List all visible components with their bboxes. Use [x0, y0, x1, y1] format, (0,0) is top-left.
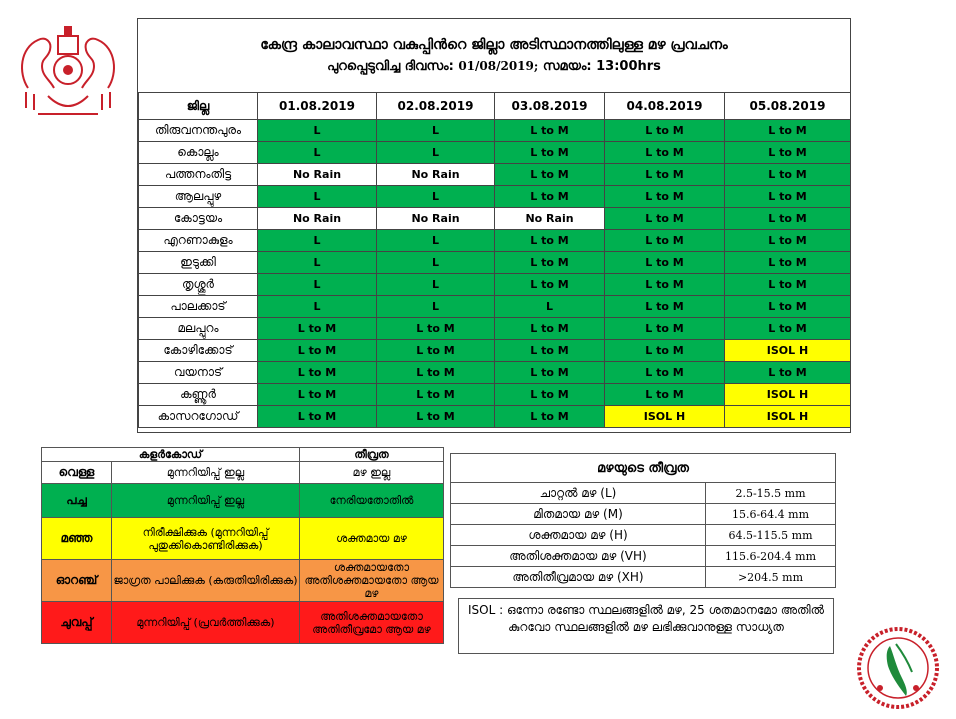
- forecast-cell: L to M: [377, 362, 495, 384]
- district-cell: മലപ്പുറം: [139, 318, 258, 340]
- date-header: 05.08.2019: [725, 93, 851, 120]
- table-row: [139, 208, 851, 230]
- color-code-header-row: [42, 448, 444, 462]
- published-date: 01/08/2019;: [458, 59, 539, 73]
- forecast-cell: L to M: [495, 164, 605, 186]
- time-value: 13:00hrs: [596, 59, 661, 74]
- forecast-cell: L to M: [725, 208, 851, 230]
- color-code-name-cell: മഞ്ഞ: [42, 518, 112, 560]
- intensity-header: മഴയുടെ തീവ്രത: [451, 454, 836, 483]
- published-line: [327, 59, 661, 74]
- forecast-cell: L to M: [605, 120, 725, 142]
- time-label: സമയം:: [542, 59, 592, 74]
- forecast-cell: L to M: [495, 120, 605, 142]
- intensity-name-cell: അതിശക്തമായ മഴ (VH): [451, 546, 706, 567]
- intensity-name-cell: ശക്തമായ മഴ (H): [451, 525, 706, 546]
- color-code-row: [42, 484, 444, 518]
- date-header: 04.08.2019: [605, 93, 725, 120]
- color-code-intensity-cell: ശക്തമായതോ അതിശക്തമായതോ ആയ മഴ: [300, 560, 444, 602]
- forecast-cell: L to M: [605, 340, 725, 362]
- kerala-emblem-icon: [8, 18, 128, 123]
- forecast-cell: L to M: [725, 142, 851, 164]
- intensity-row: [451, 483, 836, 504]
- district-cell: എറണാകുളം: [139, 230, 258, 252]
- color-code-warning-cell: മുന്നറിയിപ്പ് (പ്രവർത്തിക്കുക): [112, 602, 300, 644]
- color-code-row: [42, 462, 444, 484]
- intensity-range-cell: >204.5 mm: [706, 567, 836, 588]
- forecast-cell: L to M: [725, 274, 851, 296]
- district-cell: തിരുവനന്തപുരം: [139, 120, 258, 142]
- forecast-cell: L to M: [605, 252, 725, 274]
- district-cell: കണ്ണൂർ: [139, 384, 258, 406]
- district-cell: കാസറഗോഡ്: [139, 406, 258, 428]
- forecast-cell: L to M: [725, 252, 851, 274]
- forecast-cell: L: [258, 230, 377, 252]
- table-row: [139, 384, 851, 406]
- title-box: [138, 19, 850, 93]
- forecast-cell: L: [258, 296, 377, 318]
- intensity-row: [451, 504, 836, 525]
- forecast-cell: L to M: [605, 186, 725, 208]
- district-cell: തൃശ്ശൂർ: [139, 274, 258, 296]
- forecast-cell: ISOL H: [725, 406, 851, 428]
- forecast-cell: L: [377, 186, 495, 208]
- color-code-name-cell: പച്ച: [42, 484, 112, 518]
- forecast-cell: L to M: [605, 296, 725, 318]
- forecast-cell: ISOL H: [605, 406, 725, 428]
- forecast-cell: L to M: [605, 362, 725, 384]
- forecast-cell: L to M: [377, 406, 495, 428]
- forecast-cell: L to M: [377, 340, 495, 362]
- forecast-cell: L to M: [725, 120, 851, 142]
- color-code-name-cell: വെള്ള: [42, 462, 112, 484]
- district-cell: കൊല്ലം: [139, 142, 258, 164]
- color-code-warning-cell: നിരീക്ഷിക്കുക (മുന്നറിയിപ്പ് പുതുക്കികൊണ്ടിരിക്കുക): [112, 518, 300, 560]
- intensity-range-cell: 15.6-64.4 mm: [706, 504, 836, 525]
- forecast-cell: L to M: [258, 318, 377, 340]
- intensity-header-row: [451, 454, 836, 483]
- date-header: 01.08.2019: [258, 93, 377, 120]
- table-row: [139, 120, 851, 142]
- table-row: [139, 252, 851, 274]
- forecast-cell: L: [258, 274, 377, 296]
- kerala-disaster-management-logo-icon: [856, 626, 940, 710]
- forecast-cell: L to M: [377, 318, 495, 340]
- rain-intensity-table: [450, 453, 836, 588]
- forecast-cell: L to M: [495, 142, 605, 164]
- intensity-name-cell: ചാറ്റൽ മഴ (L): [451, 483, 706, 504]
- color-code-row: [42, 602, 444, 644]
- color-code-intensity-cell: ശക്തമായ മഴ: [300, 518, 444, 560]
- forecast-cell: L to M: [495, 230, 605, 252]
- forecast-grid: [138, 92, 851, 428]
- intensity-name-cell: അതിതീവ്രമായ മഴ (XH): [451, 567, 706, 588]
- color-code-header: കളർകോഡ്: [42, 448, 300, 462]
- forecast-table: [137, 18, 851, 433]
- table-row: [139, 164, 851, 186]
- color-code-intensity-cell: നേരിയതോതിൽ: [300, 484, 444, 518]
- forecast-cell: L: [258, 252, 377, 274]
- color-code-intensity-cell: മഴ ഇല്ല: [300, 462, 444, 484]
- district-cell: വയനാട്: [139, 362, 258, 384]
- forecast-cell: L to M: [725, 164, 851, 186]
- forecast-cell: L: [377, 296, 495, 318]
- district-cell: കോട്ടയം: [139, 208, 258, 230]
- color-code-intensity-cell: അതിശക്തമായതോ അതിതീവ്രമോ ആയ മഴ: [300, 602, 444, 644]
- forecast-cell: ISOL H: [725, 340, 851, 362]
- forecast-cell: L to M: [725, 318, 851, 340]
- forecast-cell: L to M: [605, 318, 725, 340]
- forecast-cell: L: [377, 120, 495, 142]
- intensity-range-cell: 64.5-115.5 mm: [706, 525, 836, 546]
- forecast-cell: L to M: [725, 186, 851, 208]
- table-row: [139, 274, 851, 296]
- forecast-cell: L: [258, 186, 377, 208]
- forecast-header-row: [139, 93, 851, 120]
- forecast-cell: L: [377, 252, 495, 274]
- forecast-cell: No Rain: [495, 208, 605, 230]
- color-code-row: [42, 560, 444, 602]
- table-row: [139, 230, 851, 252]
- intensity-row: [451, 525, 836, 546]
- forecast-cell: L to M: [725, 230, 851, 252]
- forecast-cell: L to M: [258, 362, 377, 384]
- table-row: [139, 362, 851, 384]
- forecast-cell: L: [377, 274, 495, 296]
- forecast-cell: L: [495, 296, 605, 318]
- color-code-warning-cell: മുന്നറിയിപ്പ് ഇല്ല: [112, 462, 300, 484]
- forecast-cell: L to M: [495, 362, 605, 384]
- forecast-cell: L to M: [725, 362, 851, 384]
- district-cell: പത്തനംതിട്ട: [139, 164, 258, 186]
- forecast-cell: L to M: [258, 384, 377, 406]
- forecast-cell: L to M: [495, 186, 605, 208]
- forecast-cell: L to M: [495, 274, 605, 296]
- published-label: പുറപ്പെടുവിച്ച ദിവസം:: [327, 59, 454, 74]
- forecast-cell: L to M: [605, 230, 725, 252]
- forecast-cell: L to M: [605, 274, 725, 296]
- forecast-cell: ISOL H: [725, 384, 851, 406]
- district-cell: കോഴിക്കോട്: [139, 340, 258, 362]
- intensity-row: [451, 546, 836, 567]
- forecast-cell: L to M: [495, 318, 605, 340]
- forecast-cell: No Rain: [258, 208, 377, 230]
- color-code-warning-cell: മുന്നറിയിപ്പ് ഇല്ല: [112, 484, 300, 518]
- forecast-cell: No Rain: [258, 164, 377, 186]
- color-code-name-cell: ചുവപ്പ്: [42, 602, 112, 644]
- forecast-cell: L to M: [495, 384, 605, 406]
- forecast-cell: L: [258, 120, 377, 142]
- forecast-cell: L to M: [495, 406, 605, 428]
- table-row: [139, 142, 851, 164]
- forecast-cell: L to M: [495, 252, 605, 274]
- table-row: [139, 318, 851, 340]
- forecast-cell: L to M: [258, 340, 377, 362]
- date-header: 02.08.2019: [377, 93, 495, 120]
- intensity-column-header: തീവ്രത: [300, 448, 444, 462]
- district-header: ജില്ല: [139, 93, 258, 120]
- forecast-cell: L to M: [605, 142, 725, 164]
- table-row: [139, 186, 851, 208]
- forecast-cell: L to M: [725, 296, 851, 318]
- table-row: [139, 296, 851, 318]
- forecast-cell: L to M: [605, 164, 725, 186]
- date-header: 03.08.2019: [495, 93, 605, 120]
- forecast-cell: L to M: [377, 384, 495, 406]
- district-cell: പാലക്കാട്: [139, 296, 258, 318]
- district-cell: ആലപ്പുഴ: [139, 186, 258, 208]
- table-row: [139, 406, 851, 428]
- forecast-cell: L: [377, 142, 495, 164]
- page-title: കേന്ദ്ര കാലാവസ്ഥാ വകുപ്പിൻറെ ജില്ലാ അടിസ്ഥാനത്തിലുള്ള മഴ പ്രവചനം: [260, 37, 728, 53]
- district-cell: ഇടുക്കി: [139, 252, 258, 274]
- color-code-table: [41, 447, 444, 644]
- intensity-row: [451, 567, 836, 588]
- forecast-cell: No Rain: [377, 208, 495, 230]
- forecast-cell: L: [258, 142, 377, 164]
- color-code-row: [42, 518, 444, 560]
- intensity-range-cell: 115.6-204.4 mm: [706, 546, 836, 567]
- intensity-name-cell: മിതമായ മഴ (M): [451, 504, 706, 525]
- color-code-warning-cell: ജാഗ്രത പാലിക്കുക (കരുതിയിരിക്കുക): [112, 560, 300, 602]
- forecast-cell: L to M: [605, 208, 725, 230]
- table-row: [139, 340, 851, 362]
- intensity-range-cell: 2.5-15.5 mm: [706, 483, 836, 504]
- forecast-cell: L to M: [605, 384, 725, 406]
- forecast-cell: L to M: [495, 340, 605, 362]
- forecast-cell: No Rain: [377, 164, 495, 186]
- isol-note: ISOL : ഒന്നോ രണ്ടോ സ്ഥലങ്ങളിൽ മഴ, 25 ശതമാനമോ അതിൽ കുറവോ സ്ഥലങ്ങളിൽ മഴ ലഭിക്കുവാനുള്ള സാധ്യത: [458, 598, 834, 654]
- forecast-cell: L to M: [258, 406, 377, 428]
- forecast-cell: L: [377, 230, 495, 252]
- color-code-name-cell: ഓറഞ്ച്: [42, 560, 112, 602]
